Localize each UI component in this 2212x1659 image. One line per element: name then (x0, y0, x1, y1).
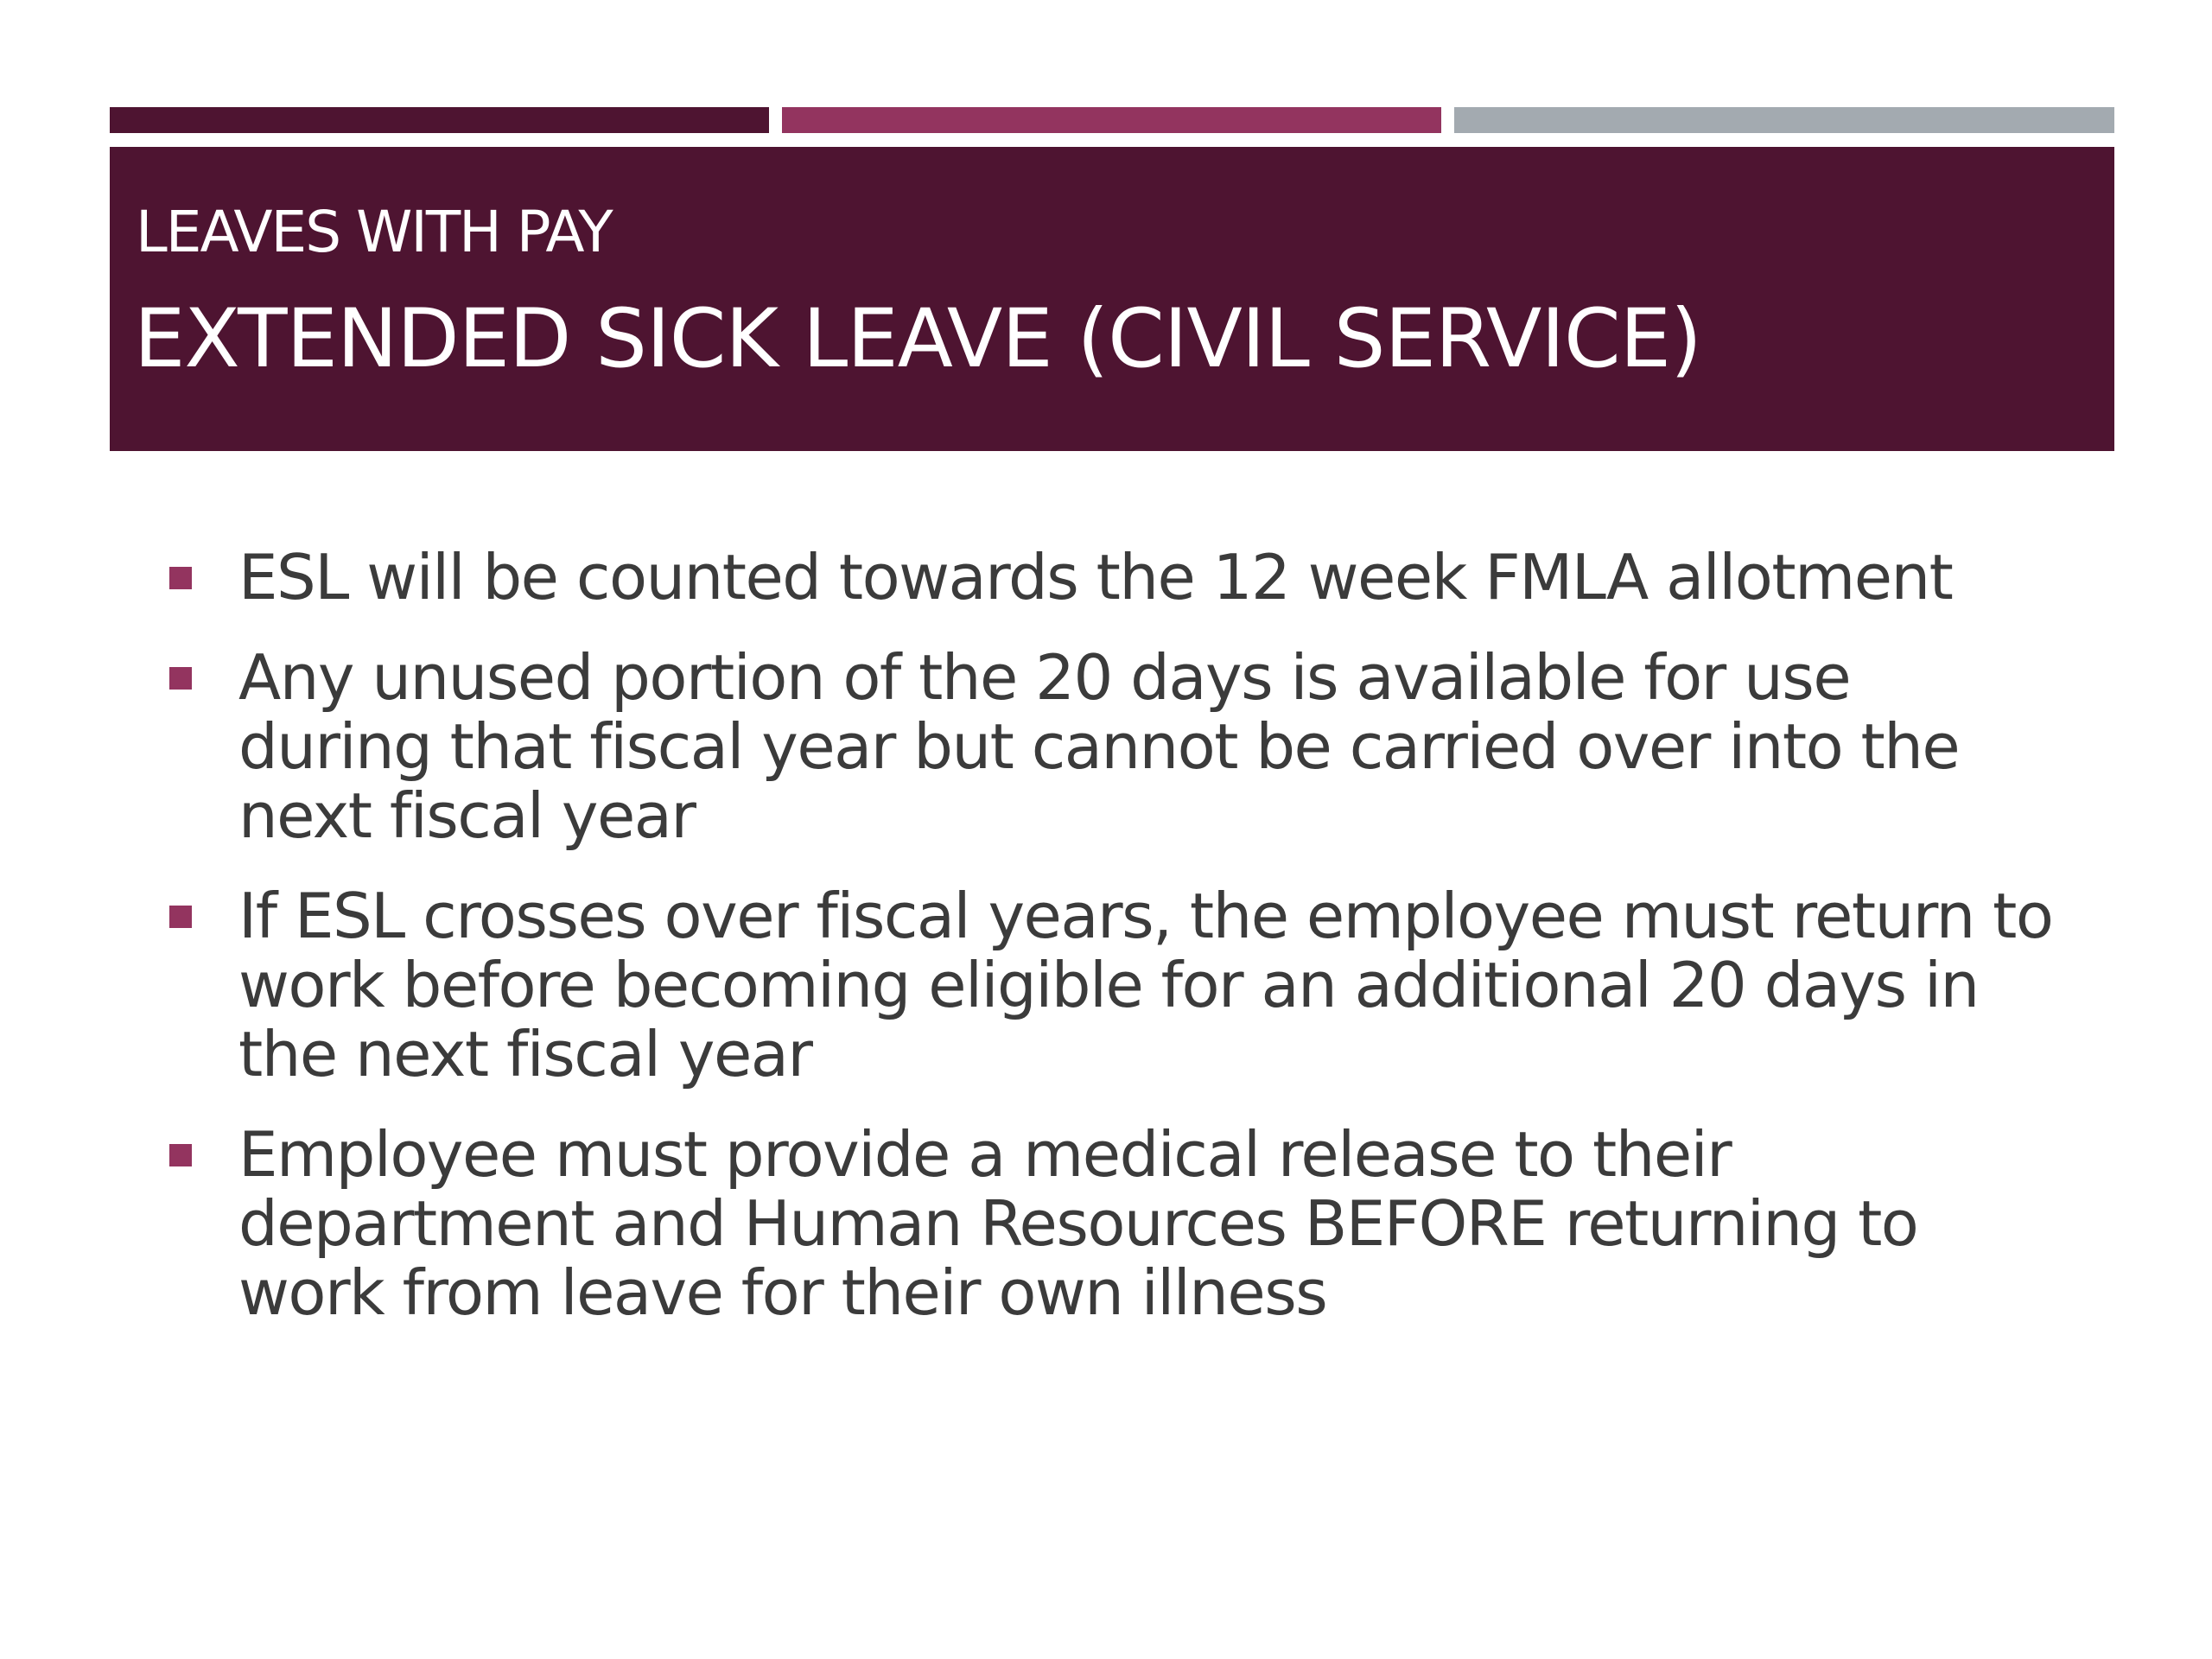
slide-title: EXTENDED SICK LEAVE (CIVIL SERVICE) (134, 292, 1701, 386)
bullet-item (169, 1120, 2053, 1327)
bullet-item (169, 881, 2053, 1089)
bullet-text: If ESL crosses over fiscal years, the employee must return to work before becoming eligible for an additional 20 days in the next fiscal year (238, 880, 2053, 1090)
bullet-item (169, 543, 2053, 612)
bullet-text: ESL will be counted towards the 12 week FMLA allotment (238, 541, 1953, 613)
accent-bar-tertiary (1454, 107, 2114, 133)
square-bullet-icon (169, 1144, 192, 1166)
accent-bar-secondary (782, 107, 1441, 133)
bullet-text: Employee must provide a medical release to their department and Human Resources BEFORE returning to work from leave for their own illness (238, 1118, 1918, 1329)
square-bullet-icon (169, 906, 192, 928)
square-bullet-icon (169, 667, 192, 690)
bullet-list (169, 543, 2053, 1358)
title-band (110, 147, 2114, 451)
bullet-item (169, 643, 2053, 850)
square-bullet-icon (169, 567, 192, 589)
bullet-text: Any unused portion of the 20 days is available for use during that fiscal year but cannot be carried over into the next fiscal year (238, 641, 1960, 852)
accent-bar-primary (110, 107, 769, 133)
slide-subtitle: LEAVES WITH PAY (136, 199, 612, 265)
